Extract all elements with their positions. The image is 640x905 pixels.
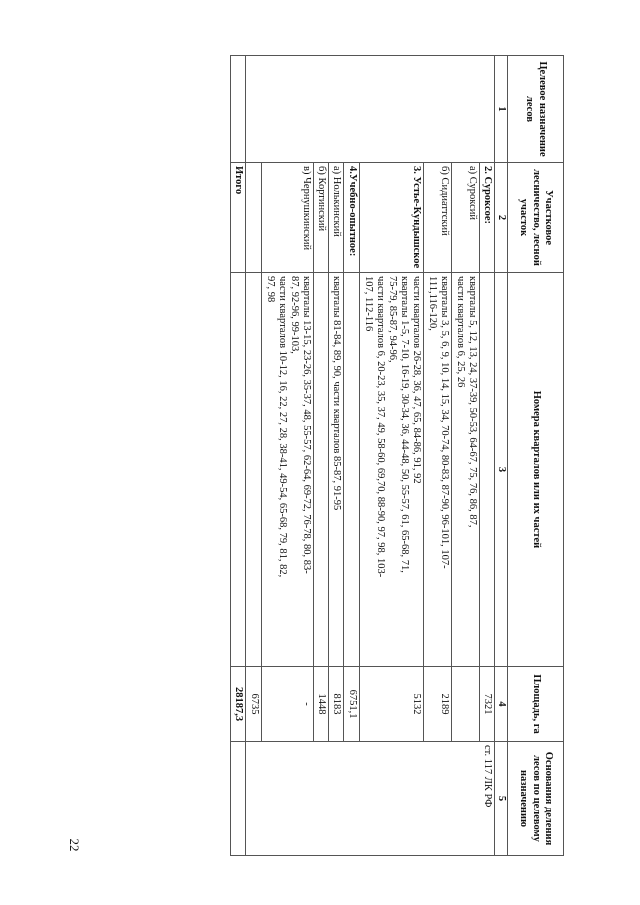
basis-cell (359, 742, 424, 856)
forestry-cell (246, 163, 261, 273)
quarters-cell (261, 273, 313, 667)
purpose-cell (479, 56, 494, 163)
quarter-line: части кварталов 6, 20-23, 35, 37, 49, 58-60, 69,70, 88-90, 97, 98, 103- (375, 276, 387, 578)
basis-cell (424, 742, 452, 856)
quarter-line: части кварталов 6, 25, 26 (454, 276, 466, 388)
col-number: 5 (494, 742, 507, 856)
area-cell (451, 667, 479, 742)
quarter-line: 111,116-120, (426, 276, 438, 331)
forestry-cell: в) Чернушкинский (261, 163, 313, 273)
col-number: 3 (494, 273, 507, 667)
quarter-line: кварталы 3, 5, 6, 9, 10, 14, 15, 34, 70-74, 80-83, 87-90, 96-101, 107- (438, 276, 450, 569)
table-row (359, 56, 424, 856)
forestry-cell: б) Кортинский (313, 163, 328, 273)
header-purpose: Целевое назначение лесов (508, 56, 564, 163)
area-cell: 6735 (246, 667, 261, 742)
quarter-line: кварталы 81-84, 89, 90, части кварталов 85-87, 91-95 (331, 276, 343, 511)
quarters-cell (451, 273, 479, 667)
forestry-cell: 3. Устье-Кундышское (359, 163, 424, 273)
quarters-cell (479, 273, 494, 667)
total-label: Итого (231, 163, 246, 273)
header-forestry: Участковое лесничество, лесной участок (508, 163, 564, 273)
quarters-cell (344, 273, 359, 667)
table-row (246, 56, 261, 856)
area-cell: - (261, 667, 313, 742)
header-basis: Основания деления лесов по целевому назначению (508, 742, 564, 856)
total-value: 28187,3 (231, 667, 246, 742)
area-cell: 7321 (479, 667, 494, 742)
quarter-line: кварталы 13-15, 23-26, 35-37, 48, 55-57, 62-64, 69-72, 76-78, 80, 83- (300, 276, 312, 574)
area-cell: 2189 (424, 667, 452, 742)
area-cell: 1448 (313, 667, 328, 742)
table-row (313, 56, 328, 856)
total-row (231, 56, 246, 856)
purpose-cell (359, 56, 424, 163)
basis-cell (451, 742, 479, 856)
table-row (344, 56, 359, 856)
col-number: 4 (494, 667, 507, 742)
quarter-line: кварталы 1-5, 7-10, 16-19, 30-34, 36, 44-48, 50, 55-57, 61, 65-68, 71, (399, 276, 411, 573)
area-cell: 6751,1 (344, 667, 359, 742)
page-number: 22 (67, 838, 82, 852)
purpose-cell (261, 56, 313, 163)
area-cell: 8183 (329, 667, 344, 742)
quarter-line: 97, 98 (264, 276, 276, 303)
rotated-page (230, 55, 564, 855)
header-quarters: Номера кварталов или их частей (508, 273, 564, 667)
basis-cell (329, 742, 344, 856)
table-row (451, 56, 479, 856)
purpose-cell (246, 56, 261, 163)
header-area: Площадь, га (508, 667, 564, 742)
purpose-cell (344, 56, 359, 163)
purpose-cell (424, 56, 452, 163)
quarter-line: части кварталов 26-28, 36, 47, 65, 84-86, 91, 92 (411, 276, 423, 484)
purpose-cell (451, 56, 479, 163)
forestry-cell: а) Суроксий (451, 163, 479, 273)
table-row (329, 56, 344, 856)
area-cell: 5132 (359, 667, 424, 742)
quarters-cell (246, 273, 261, 667)
column-number-row (494, 56, 507, 856)
quarters-cell (424, 273, 452, 667)
table-row (479, 56, 494, 856)
quarter-line: 75-79, 85-87, 94-96, (387, 276, 399, 363)
basis-cell (246, 742, 261, 856)
forestry-cell: а) Нолькинский (329, 163, 344, 273)
purpose-cell (329, 56, 344, 163)
basis-cell (261, 742, 313, 856)
header-row (508, 56, 564, 856)
quarter-line: 107, 112-116 (363, 276, 375, 332)
forest-purpose-table (230, 55, 564, 856)
forestry-cell: 2. Суроксое: (479, 163, 494, 273)
quarter-line: кварталы 5, 12, 13, 24, 37-39, 50-53, 64-67, 75, 76, 86, 87, (466, 276, 478, 528)
quarters-cell (359, 273, 424, 667)
quarters-cell (313, 273, 328, 667)
basis-cell: ст. 117 ЛК РФ (479, 742, 494, 856)
purpose-cell (313, 56, 328, 163)
basis-cell (313, 742, 328, 856)
table-row (424, 56, 452, 856)
basis-cell (344, 742, 359, 856)
forestry-cell: б) Сидиаттский (424, 163, 452, 273)
col-number: 2 (494, 163, 507, 273)
table-body (246, 56, 495, 856)
col-number: 1 (494, 56, 507, 163)
table-row (261, 56, 313, 856)
quarters-cell (329, 273, 344, 667)
quarter-line: 87, 92-96, 99-103, (288, 276, 300, 354)
quarter-line: части кварталов 10-12, 16, 22, 27, 28, 38-41, 49-54, 65-68, 79, 81, 82, (276, 276, 288, 578)
forestry-cell: 4.Учебно-опытное: (344, 163, 359, 273)
